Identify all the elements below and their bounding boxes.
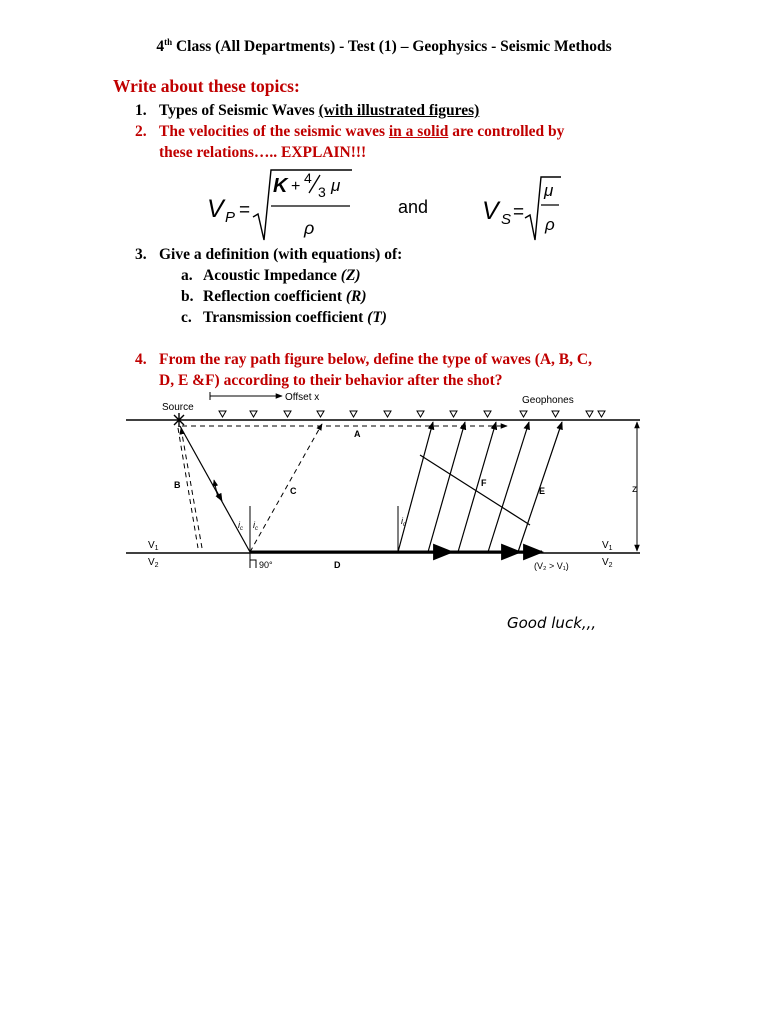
wave-c-incident-arrow (216, 490, 222, 501)
vp-mu: μ (331, 176, 341, 195)
header-text: Class (All Departments) - Test (1) – Geophysics - Seismic Methods (172, 38, 612, 56)
ic-refraction: $i_c$ (401, 516, 406, 528)
vp-k: K (273, 175, 288, 197)
vs-radical (525, 177, 561, 240)
item-c-letter: c. (181, 309, 192, 326)
question-3-text: Give a definition (with equations) of: (159, 246, 403, 263)
item-a-letter: a. (181, 267, 193, 284)
label-e: E (539, 486, 546, 496)
right-angle-mark (250, 560, 256, 568)
item-a-symbol: (Z) (340, 267, 361, 284)
question-3-item-a (181, 267, 361, 285)
vp-rho: ρ (304, 218, 315, 238)
v2-right: $V_2$ (602, 557, 613, 569)
refracted-ray-2 (428, 422, 465, 552)
vp-frac-den: 3 (318, 184, 326, 200)
question-2-underlined: in a solid (388, 123, 449, 140)
wavefront-f (420, 455, 530, 525)
vs-subscript: S (501, 211, 512, 228)
closing-text: Good luck,,, (507, 614, 597, 632)
label-b: B (174, 480, 181, 490)
question-2-line2: these relations….. EXPLAIN!!! (159, 144, 367, 161)
vs-symbol: V (482, 197, 499, 225)
vs-equals: = (513, 202, 525, 223)
intro-heading: Write about these topics: (113, 76, 300, 96)
question-2-text-a: The velocities of the seismic waves (159, 123, 389, 140)
label-f: F (481, 478, 487, 488)
question-2-text-b: are controlled by (448, 123, 565, 140)
vs-mu: μ (544, 181, 554, 200)
question-4-line2: D, E &F) according to their behavior after the shot? (159, 372, 503, 389)
and-word: and (398, 197, 429, 217)
refracted-ray-1 (398, 422, 433, 552)
wave-b-down (178, 428, 198, 548)
velocity-equations (195, 164, 595, 246)
item-b-text: Reflection coefficient (203, 288, 346, 305)
question-4 (135, 351, 592, 369)
item-c-symbol: (T) (367, 309, 387, 326)
question-4-number: 4. (135, 351, 147, 368)
refracted-ray-4 (488, 422, 529, 552)
label-z: z (632, 484, 637, 495)
question-1-number: 1. (135, 102, 147, 119)
question-3-item-c (181, 309, 387, 327)
question-1 (135, 102, 479, 120)
ray-path-figure (122, 388, 644, 578)
ic-right: $i_c$ (253, 520, 258, 532)
geophones-label: Geophones (522, 395, 574, 406)
v1-right: $V_1$ (602, 540, 613, 552)
item-b-letter: b. (181, 288, 194, 305)
wave-c-incident (180, 426, 250, 552)
item-c-text: Transmission coefficient (203, 309, 368, 326)
velocity-condition: (V₂ > V₁) (534, 561, 569, 571)
angle-90-label: 90° (259, 560, 273, 570)
refracted-ray-3 (458, 422, 496, 552)
header-ordinal: 4 (156, 38, 165, 56)
vp-frac-num: 4 (304, 170, 312, 186)
wave-c-reflected (250, 424, 322, 552)
vp-plus: + (291, 178, 301, 195)
vp-symbol: V (207, 195, 224, 223)
item-b-symbol: (R) (345, 288, 367, 305)
geophones (219, 411, 605, 417)
question-2-number: 2. (135, 123, 147, 140)
ic-left: $i_c$ (238, 520, 243, 532)
question-4-line1: From the ray path figure below, define the type of waves (A, B, C, (159, 351, 592, 368)
vp-equals: = (239, 200, 251, 221)
item-a-text: Acoustic Impedance (203, 267, 341, 284)
vp-subscript: P (225, 209, 236, 226)
question-2 (135, 123, 564, 141)
v2-left: $V_2$ (148, 557, 159, 569)
header-ordinal-suffix: th (164, 37, 173, 47)
label-c: C (290, 486, 297, 496)
question-1-underlined: (with illustrated figures) (318, 102, 480, 119)
question-3 (135, 246, 402, 264)
v1-left: $V_1$ (148, 540, 159, 552)
question-1-text: Types of Seismic Waves (159, 102, 319, 119)
question-3-item-b (181, 288, 367, 306)
label-a: A (354, 429, 361, 439)
vs-rho: ρ (545, 215, 555, 234)
offset-label: Offset x (285, 392, 320, 403)
question-3-number: 3. (135, 246, 147, 263)
label-d: D (334, 560, 341, 570)
source-label: Source (162, 402, 194, 413)
test-header (0, 37, 768, 56)
